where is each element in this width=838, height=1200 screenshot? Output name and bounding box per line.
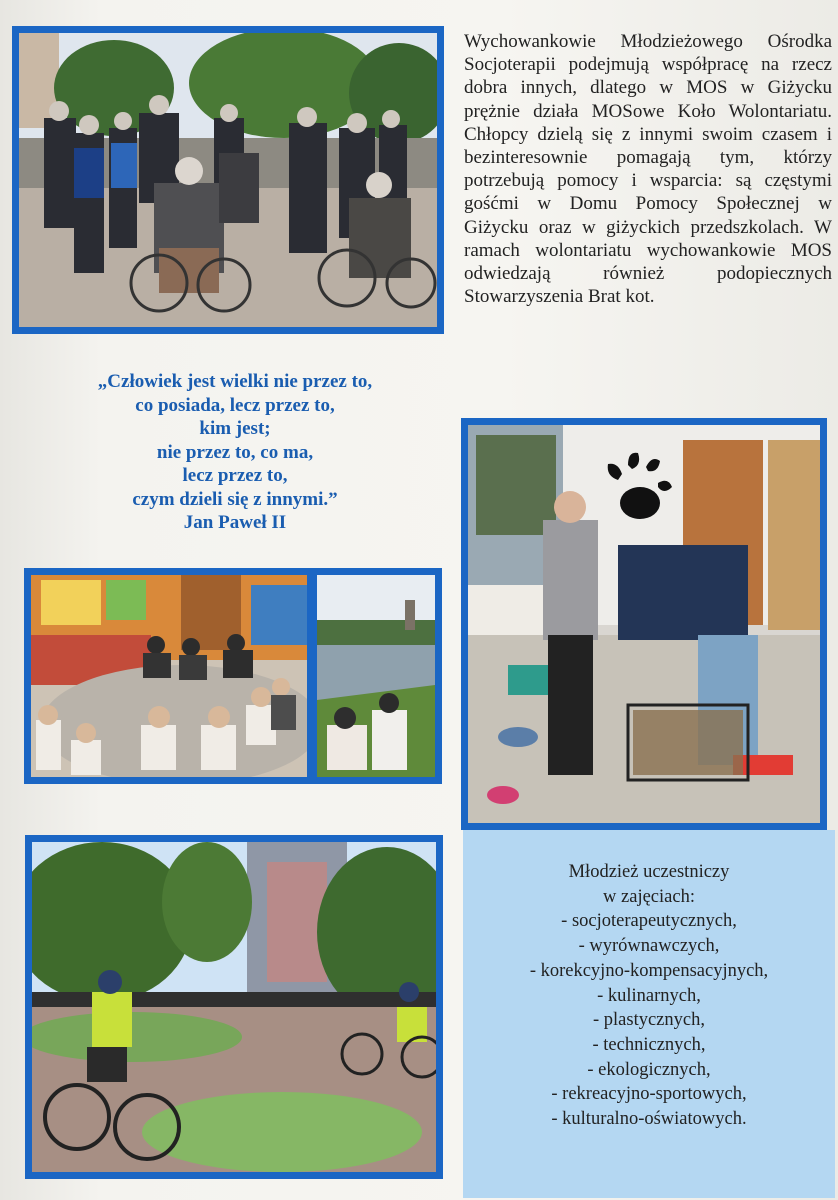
activities-item: - wyrównawczych, bbox=[578, 936, 720, 957]
photo-lake bbox=[310, 568, 442, 784]
photo-lake-image bbox=[317, 575, 435, 777]
photo-volunteers-wheelchairs-image bbox=[19, 33, 437, 327]
photo-animal-shelter bbox=[461, 418, 827, 830]
photo-volunteers-wheelchairs bbox=[12, 26, 444, 334]
activities-item: - socjoterapeutycznych, bbox=[561, 911, 737, 932]
photo-kindergarten bbox=[24, 568, 314, 784]
activities-item: - ekologicznych, bbox=[587, 1059, 711, 1080]
quote-line: „Człowiek jest wielki nie przez to, bbox=[97, 371, 373, 392]
quote-block bbox=[40, 370, 430, 535]
activities-intro-line: Młodzież uczestniczy bbox=[568, 862, 730, 882]
quote-line: co posiada, lecz przez to, bbox=[135, 394, 335, 416]
photo-kindergarten-image bbox=[31, 575, 307, 777]
activities-box bbox=[463, 830, 835, 1198]
quote-line: czym dzieli się z innymi.” bbox=[132, 488, 338, 510]
activities-intro-line: w zajęciach: bbox=[603, 886, 695, 907]
photo-animal-shelter-image bbox=[468, 425, 820, 823]
photo-cycling-image bbox=[32, 842, 436, 1172]
intro-paragraph: Wychowankowie Młodzieżowego Ośrodka Socjoterapii podejmują współpracę na rzecz dobra innych, dlatego w MOS w Giżycku prężnie działa MOSowe Koło Wolontariatu. Chłopcy dzielą się z innymi swoim czasem i bezinteresownie pomagają tym, którzy potrzebują pomocy i wsparcia: są częstymi gośćmi w Domu Pomocy Społecznej w Giżycku oraz w giżyckich przedszkolach. W ramach wolontariatu wychowankowie MOS odwiedzają również podopiecznych Stowarzyszenia Brat kot. bbox=[464, 31, 832, 308]
photo-cycling bbox=[25, 835, 443, 1179]
quote-line: kim jest; bbox=[199, 418, 271, 439]
quote-line: nie przez to, co ma, bbox=[156, 441, 314, 463]
activities-item: - korekcyjno-kompensacyjnych, bbox=[529, 960, 769, 981]
quote-author: Jan Paweł II bbox=[183, 512, 287, 533]
activities-item: - kulturalno-oświatowych. bbox=[551, 1109, 747, 1130]
quote-line: lecz przez to, bbox=[182, 465, 288, 486]
activities-item: - rekreacyjno-sportowych, bbox=[551, 1084, 747, 1105]
activities-item: - plastycznych, bbox=[593, 1010, 705, 1031]
activities-item: - technicznych, bbox=[592, 1034, 706, 1055]
activities-item: - kulinarnych, bbox=[597, 985, 701, 1006]
